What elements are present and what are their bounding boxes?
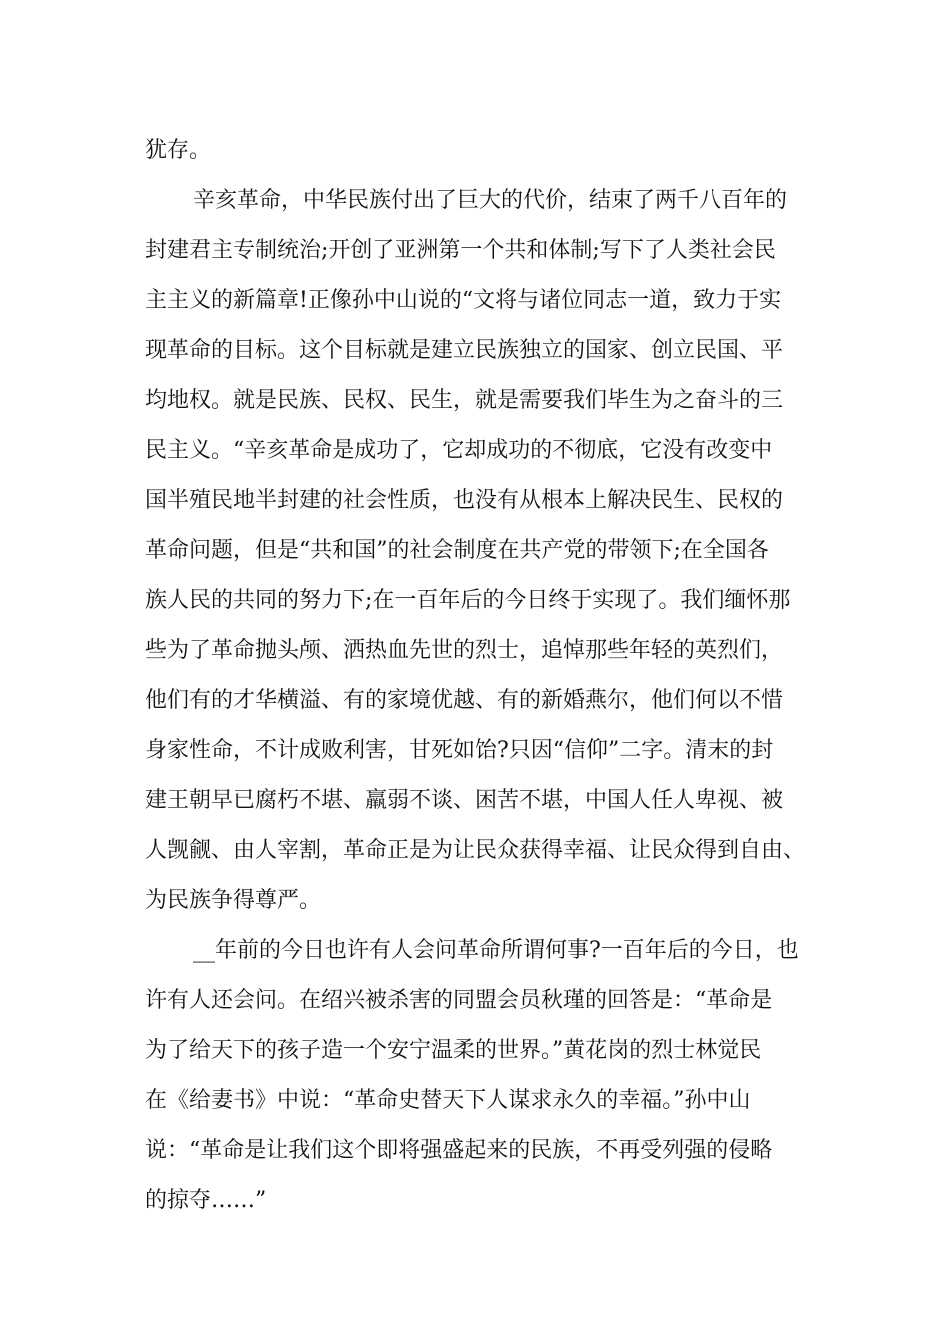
text-line: 主主义的新篇章!正像孙中山说的“文将与诸位同志一道，致力于实 (145, 288, 782, 313)
text-line: 建王朝早已腐朽不堪、羸弱不谈、困苦不堪，中国人任人卑视、被 (145, 788, 784, 813)
text-line: 的掠夺……” (145, 1188, 267, 1213)
text-line: 身家性命，不计成败利害，甘死如饴?只因“信仰”二字。清末的封 (145, 738, 774, 763)
text-line: 些为了革命抛头颅、洒热血先世的烈士，追悼那些年轻的英烈们， (145, 638, 784, 663)
text-line: 民主义。“辛亥革命是成功了，它却成功的不彻底，它没有改变中 (145, 438, 773, 463)
text-line: 革命问题，但是“共和国”的社会制度在共产党的带领下;在全国各 (145, 538, 769, 563)
text-line: __年前的今日也许有人会问革命所谓何事?一百年后的今日，也 (193, 938, 799, 963)
text-line: 说：“革命是让我们这个即将强盛起来的民族，不再受列强的侵略 (145, 1138, 773, 1163)
text-line: 辛亥革命，中华民族付出了巨大的代价，结束了两千八百年的 (193, 188, 788, 213)
text-line: 封建君主专制统治;开创了亚洲第一个共和体制;写下了人类社会民 (145, 238, 776, 263)
text-line: 人觊觎、由人宰割，革命正是为让民众获得幸福、让民众得到自由、 (145, 838, 806, 863)
text-line: 他们有的才华横溢、有的家境优越、有的新婚燕尔，他们何以不惜 (145, 688, 784, 713)
text-line: 现革命的目标。这个目标就是建立民族独立的国家、创立民国、平 (145, 338, 784, 363)
text-line: 为民族争得尊严。 (145, 888, 322, 913)
text-line: 犹存。 (145, 138, 212, 163)
text-line: 为了给天下的孩子造一个安宁温柔的世界。”黄花岗的烈士林觉民 (145, 1038, 762, 1063)
text-line: 在《给妻书》中说：“革命史替天下人谋求永久的幸福。”孙中山 (145, 1088, 751, 1113)
text-line: 族人民的共同的努力下;在一百年后的今日终于实现了。我们缅怀那 (145, 588, 791, 613)
text-line: 许有人还会问。在绍兴被杀害的同盟会员秋瑾的回答是：“革命是 (145, 988, 773, 1013)
text-line: 均地权。就是民族、民权、民生，就是需要我们毕生为之奋斗的三 (145, 388, 784, 413)
text-line: 国半殖民地半封建的社会性质，也没有从根本上解决民生、民权的 (145, 488, 784, 513)
